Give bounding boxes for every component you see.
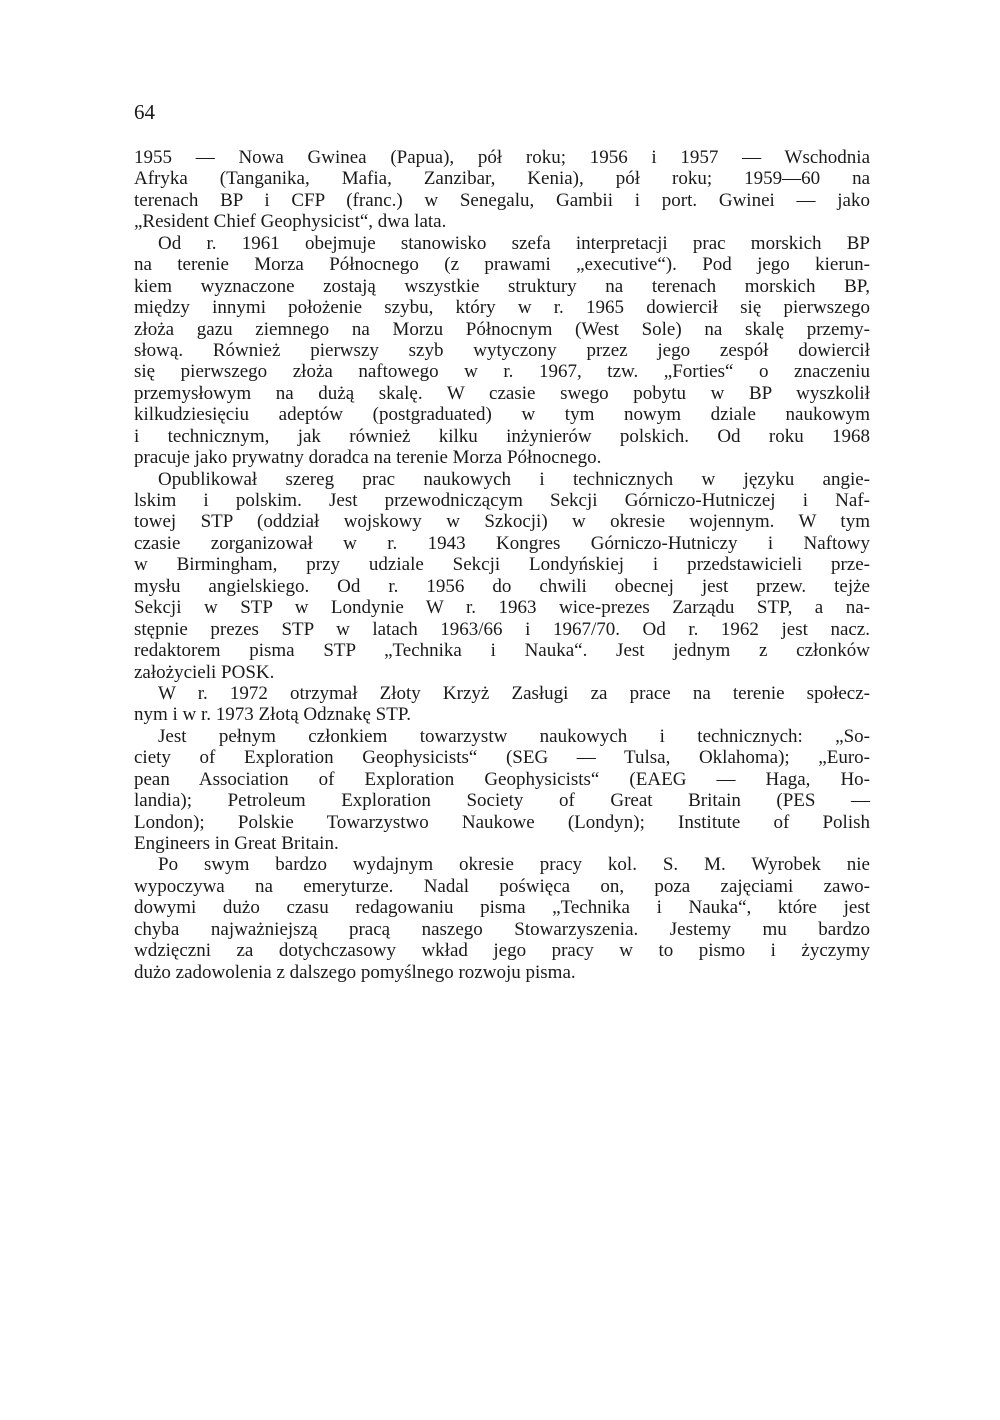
text-line: lskim i polskim. Jest przewodniczącym Sekcji Górniczo-Hutniczej i Naf- [134, 490, 870, 511]
text-line: złoża gazu ziemnego na Morzu Północnym (West Sole) na skalę przemy- [134, 318, 870, 340]
page-number: 64 [134, 100, 155, 124]
text-line: pean Association of Exploration Geophysicists“ (EAEG — Haga, Ho- [134, 768, 870, 790]
text-line: dowymi dużo czasu redagowaniu pisma „Technika i Nauka“, które jest [134, 897, 870, 919]
text-line: nym i w r. 1973 Złotą Odznakę STP. [134, 704, 412, 726]
text-line: kiem wyznaczone zostają wszystkie struktury na terenach morskich BP, [134, 275, 870, 297]
paragraph-postings [134, 147, 870, 233]
text-line: chyba najważniejszą pracą naszego Stowarzyszenia. Jestemy mu bardzo [134, 918, 870, 940]
text-line: Opublikował szereg prac naukowych i technicznych w języku angie- [158, 468, 870, 490]
text-line: ciety of Exploration Geophysicists“ (SEG — Tulsa, Oklahoma); „Euro- [134, 747, 870, 769]
text-line: 1955 — Nowa Gwinea (Papua), pół roku; 1956 i 1957 — Wschodnia [134, 147, 870, 168]
text-line: i technicznym, jak również kilku inżynierów polskich. Od roku 1968 [134, 425, 870, 447]
article-body [134, 147, 870, 983]
text-line: przemysłowym na dużą skalę. W czasie swego pobytu w BP wyszkolił [134, 382, 870, 404]
text-line: między innymi położenie szybu, który w r. 1965 dowiercił się pierwszego [134, 297, 870, 319]
text-line: dużo zadowolenia z dalszego pomyślnego rozwoju pisma. [134, 961, 576, 983]
text-line: terenach BP i CFP (franc.) w Senegalu, Gambii i port. Gwinei — jako [134, 189, 870, 211]
text-line: redaktorem pisma STP „Technika i Nauka“. Jest jednym z członków [134, 640, 870, 662]
text-line: czasie zorganizował w r. 1943 Kongres Górniczo-Hutniczy i Naftowy [134, 532, 870, 554]
text-line: landia); Petroleum Exploration Society of Great Britain (PES — [134, 790, 870, 812]
text-line: „Resident Chief Geophysicist“, dwa lata. [134, 211, 447, 233]
text-line: w Birmingham, przy udziale Sekcji Londyńskiej i przedstawicieli prze- [134, 554, 870, 576]
text-line: Engineers in Great Britain. [134, 833, 339, 854]
text-line: się pierwszego złoża naftowego w r. 1967, tzw. „Forties“ o znaczeniu [134, 361, 870, 383]
text-line: założycieli POSK. [134, 661, 275, 683]
text-line: Sekcji w STP w Londynie W r. 1963 wice-prezes Zarządu STP, a na- [134, 597, 870, 619]
text-line: towej STP (oddział wojskowy w Szkocji) w okresie wojennym. W tym [134, 511, 870, 533]
text-line: mysłu angielskiego. Od r. 1956 do chwili obecnej jest przew. tejże [134, 575, 870, 597]
text-line: pracuje jako prywatny doradca na terenie Morza Północnego. [134, 447, 602, 469]
text-line: wdzięczni za dotychczasowy wkład jego pracy w to pismo i życzymy [134, 940, 870, 962]
text-line: kilkudziesięciu adeptów (postgraduated) w tym nowym dziale naukowym [134, 404, 870, 426]
paragraph-retirement [134, 854, 870, 983]
text-line: wypoczywa na emeryturze. Nadal poświęca on, poza zajęciami zawo- [134, 875, 870, 897]
text-line: Od r. 1961 obejmuje stanowisko szefa interpretacji prac morskich BP [158, 232, 870, 254]
text-line: Po swym bardzo wydajnym okresie pracy kol. S. M. Wyrobek nie [158, 854, 870, 876]
text-line: Afryka (Tanganika, Mafia, Zanzibar, Kenia), pół roku; 1959—60 na [134, 168, 870, 190]
text-line: stępnie prezes STP w latach 1963/66 i 1967/70. Od r. 1962 jest nacz. [134, 618, 870, 640]
text-line: London); Polskie Towarzystwo Naukowe (Londyn); Institute of Polish [134, 811, 870, 833]
paragraph-memberships [134, 726, 870, 855]
paragraph-awards [134, 683, 870, 726]
paragraph-career-bp [134, 233, 870, 469]
paragraph-publications [134, 469, 870, 683]
text-line: Jest pełnym członkiem towarzystw naukowych i technicznych: „So- [158, 725, 870, 747]
text-line: na terenie Morza Północnego (z prawami „executive“). Pod jego kierun- [134, 254, 870, 276]
text-line: W r. 1972 otrzymał Złoty Krzyż Zasługi za prace na terenie społecz- [158, 682, 870, 704]
text-line: słową. Również pierwszy szyb wytyczony przez jego zespół dowiercił [134, 339, 870, 361]
